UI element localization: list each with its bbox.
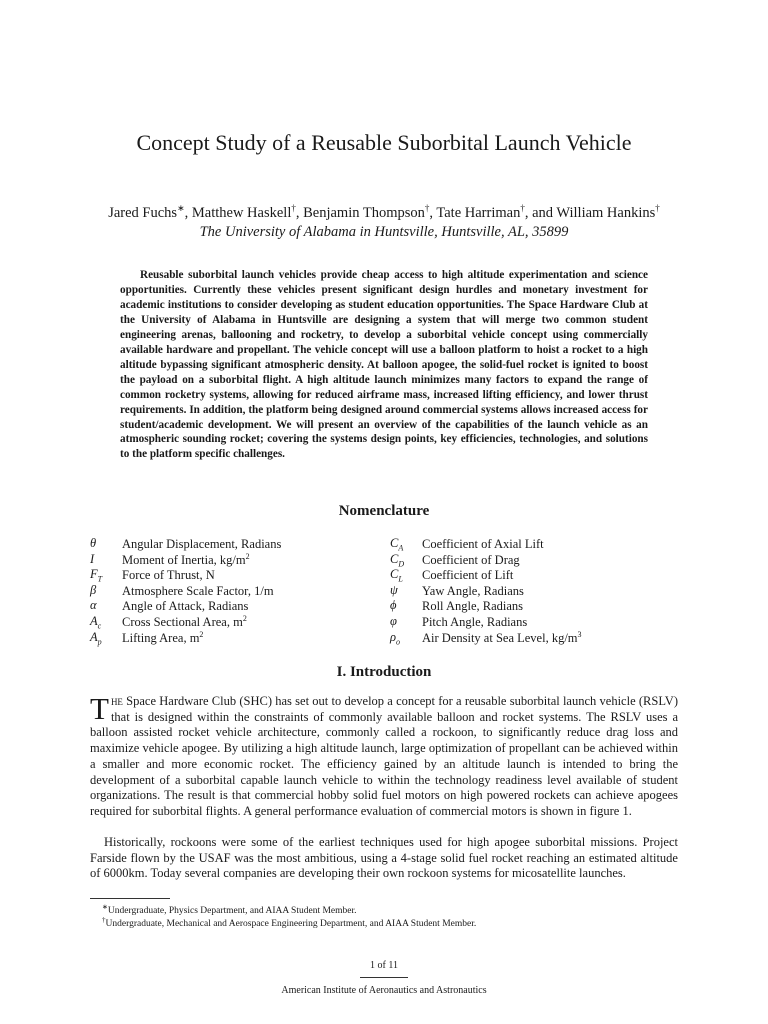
nomenclature-symbol: ϕ [390,598,397,613]
abstract: Reusable suborbital launch vehicles provide cheap access to high altitude experimentation and science opportunities. Currently these vehicles present significant design hurdles and monetary investment for academic institutions to consider developing as student education opportunities. The Space Hardware Club at the University of Alabama in Huntsville are designing a system that will merge two common student engineering arenas, ballooning and rocketry, to develop a suborbital vehicle concept using commercially available hardware and propellant. The vehicle concept will use a balloon platform to hoist a rocket to a high altitude bypassing significant atmospheric density. At balloon apogee, the solid-fuel rocket is ignited to boost the payload on a suborbital flight. A high altitude launch minimizes many factors to expand the range of common rocketry systems, allowing for reduced airframe mass, increased lifting efficiency, and lower thrust requirements. In addition, the platform being designed around commercial systems allows increased access for student/academic development. We will present an overview of the capabilities of the launch vehicle as an atmospheric sounding rocket; covering the systems design points, key efficiencies, technologies, and solutions to the platform specific challenges. [120,269,648,461]
author-name: and William Hankins [532,204,656,221]
nomenclature-symbol: $C_A$ [390,536,404,553]
nomenclature-row [390,614,690,630]
nomenclature-row [390,598,690,614]
nomenclature-row [390,630,690,646]
nomenclature-symbol: ψ [390,582,398,597]
nomenclature-definition: Atmosphere Scale Factor, 1/m [122,583,274,598]
introduction-paragraph-1 [90,691,678,820]
nomenclature-symbol: I [90,551,95,566]
paper-title: Concept Study of a Reusable Suborbital Launch Vehicle [136,130,632,155]
author-sep: , [184,204,192,221]
nomenclature-row [390,567,690,583]
author-mark: † [520,203,525,213]
paragraph-text: Space Hardware Club (SHC) has set out to develop a concept for a reusable suborbital launch vehicle (RSLV) that is designed within the constraints of commonly available balloon and rocket systems. The RSLV uses a balloon assisted rocket vehicle architecture, commonly called a rockoon, to significantly reduce drag loss and maximize vehicle apogee. By utilizing a high altitude launch, large optimization of propellant can be achieved within a smaller and more economic rocket. The efficiency gained by an altitude launch is intended to bring the development of a suborbital capable launch vehicle to within the technology readiness level available of student organizations. The result is that commercial hobby solid fuel motors on high powered rockets can achieve apogees required for suborbital flights. A general performance evaluation of commercial motors is shown in figure 1. [90,694,678,818]
nomenclature-definition: Coefficient of Axial Lift [422,537,544,552]
nomenclature-symbol: $C_L$ [390,567,403,584]
nomenclature-definition: Force of Thrust, N [122,568,215,583]
nomenclature-row [90,583,350,599]
author-mark: † [291,203,296,213]
nomenclature-row [90,536,350,552]
nomenclature-row [390,536,690,552]
nomenclature-row [90,614,350,630]
author-name: Tate Harriman [436,204,521,221]
nomenclature-definition: Cross Sectional Area, $m^2$ [122,613,247,630]
author-name: Matthew Haskell [191,204,292,221]
author-name: Jared Fuchs [108,204,178,221]
author-sep: , [295,204,304,221]
nomenclature-row [90,567,350,583]
author-mark: † [655,203,660,213]
footnote: ∗Undergraduate, Physics Department, and AIAA Student Member. [102,903,357,917]
nomenclature-definition: Air Density at Sea Level, $kg/m^3$ [422,629,582,645]
nomenclature-definition: Yaw Angle, Radians [422,583,524,598]
nomenclature-symbol: $A_c$ [90,613,102,631]
nomenclature-definition: Angle of Attack, Radians [122,599,249,614]
nomenclature-definition: Coefficient of Lift [422,568,514,583]
nomenclature-row [90,552,350,568]
author-list [60,203,708,222]
nomenclature-symbol: $C_D$ [390,551,405,569]
nomenclature-symbol: α [90,598,97,613]
author-sep: , [524,204,533,221]
nomenclature-symbol: φ [390,613,397,628]
nomenclature-definition: Moment of Inertia, $kg/m^2$ [122,551,250,567]
nomenclature-definition: Roll Angle, Radians [422,599,524,614]
drop-cap: T [90,691,109,726]
nomenclature-symbol: θ [90,536,97,550]
nomenclature-right-column [390,536,690,645]
footnote-rule [90,898,170,899]
nomenclature-symbol: $F_T$ [90,567,103,584]
page-number: 1 of 11 [370,960,398,971]
small-caps-lead: he [110,694,123,708]
author-name: Benjamin Thompson [303,204,425,221]
introduction-paragraph-2: Historically, rockoons were some of the earliest techniques used for high apogee suborbital missions. Project Farside flown by the USAF was the most ambitious, using a 4-stage solid fuel rocket reaching an estimated altitude of 6000km. Today several companies are developing their own rockoon systems for micosatellite launches. [90,835,678,881]
nomenclature-definition: Angular Displacement, Radians [122,537,282,552]
author-mark: ∗ [177,203,185,213]
nomenclature-definition: Coefficient of Drag [422,552,520,567]
footnote: †Undergraduate, Mechanical and Aerospace Engineering Department, and AIAA Student Member. [102,916,477,930]
nomenclature-heading: Nomenclature [338,503,430,519]
author-mark: † [424,203,430,213]
nomenclature-definition: Pitch Angle, Radians [422,615,528,630]
nomenclature-symbol: $A_p$ [90,629,102,647]
affiliation: The University of Alabama in Huntsville, Huntsville, AL, 35899 [199,224,569,240]
author-sep: , [429,204,437,221]
nomenclature-row [390,583,690,599]
nomenclature-row [90,598,350,614]
footer-rule [360,977,408,978]
journal-footer: American Institute of Aeronautics and Astronautics [281,985,487,996]
nomenclature-row [90,630,350,646]
nomenclature-symbol: β [90,582,97,597]
nomenclature-symbol: $\rho_o$ [390,629,400,647]
nomenclature-definition: Lifting Area, $m^2$ [122,629,204,645]
nomenclature-row [390,552,690,568]
nomenclature-left-column [90,536,350,645]
introduction-heading: I. Introduction [336,664,432,680]
